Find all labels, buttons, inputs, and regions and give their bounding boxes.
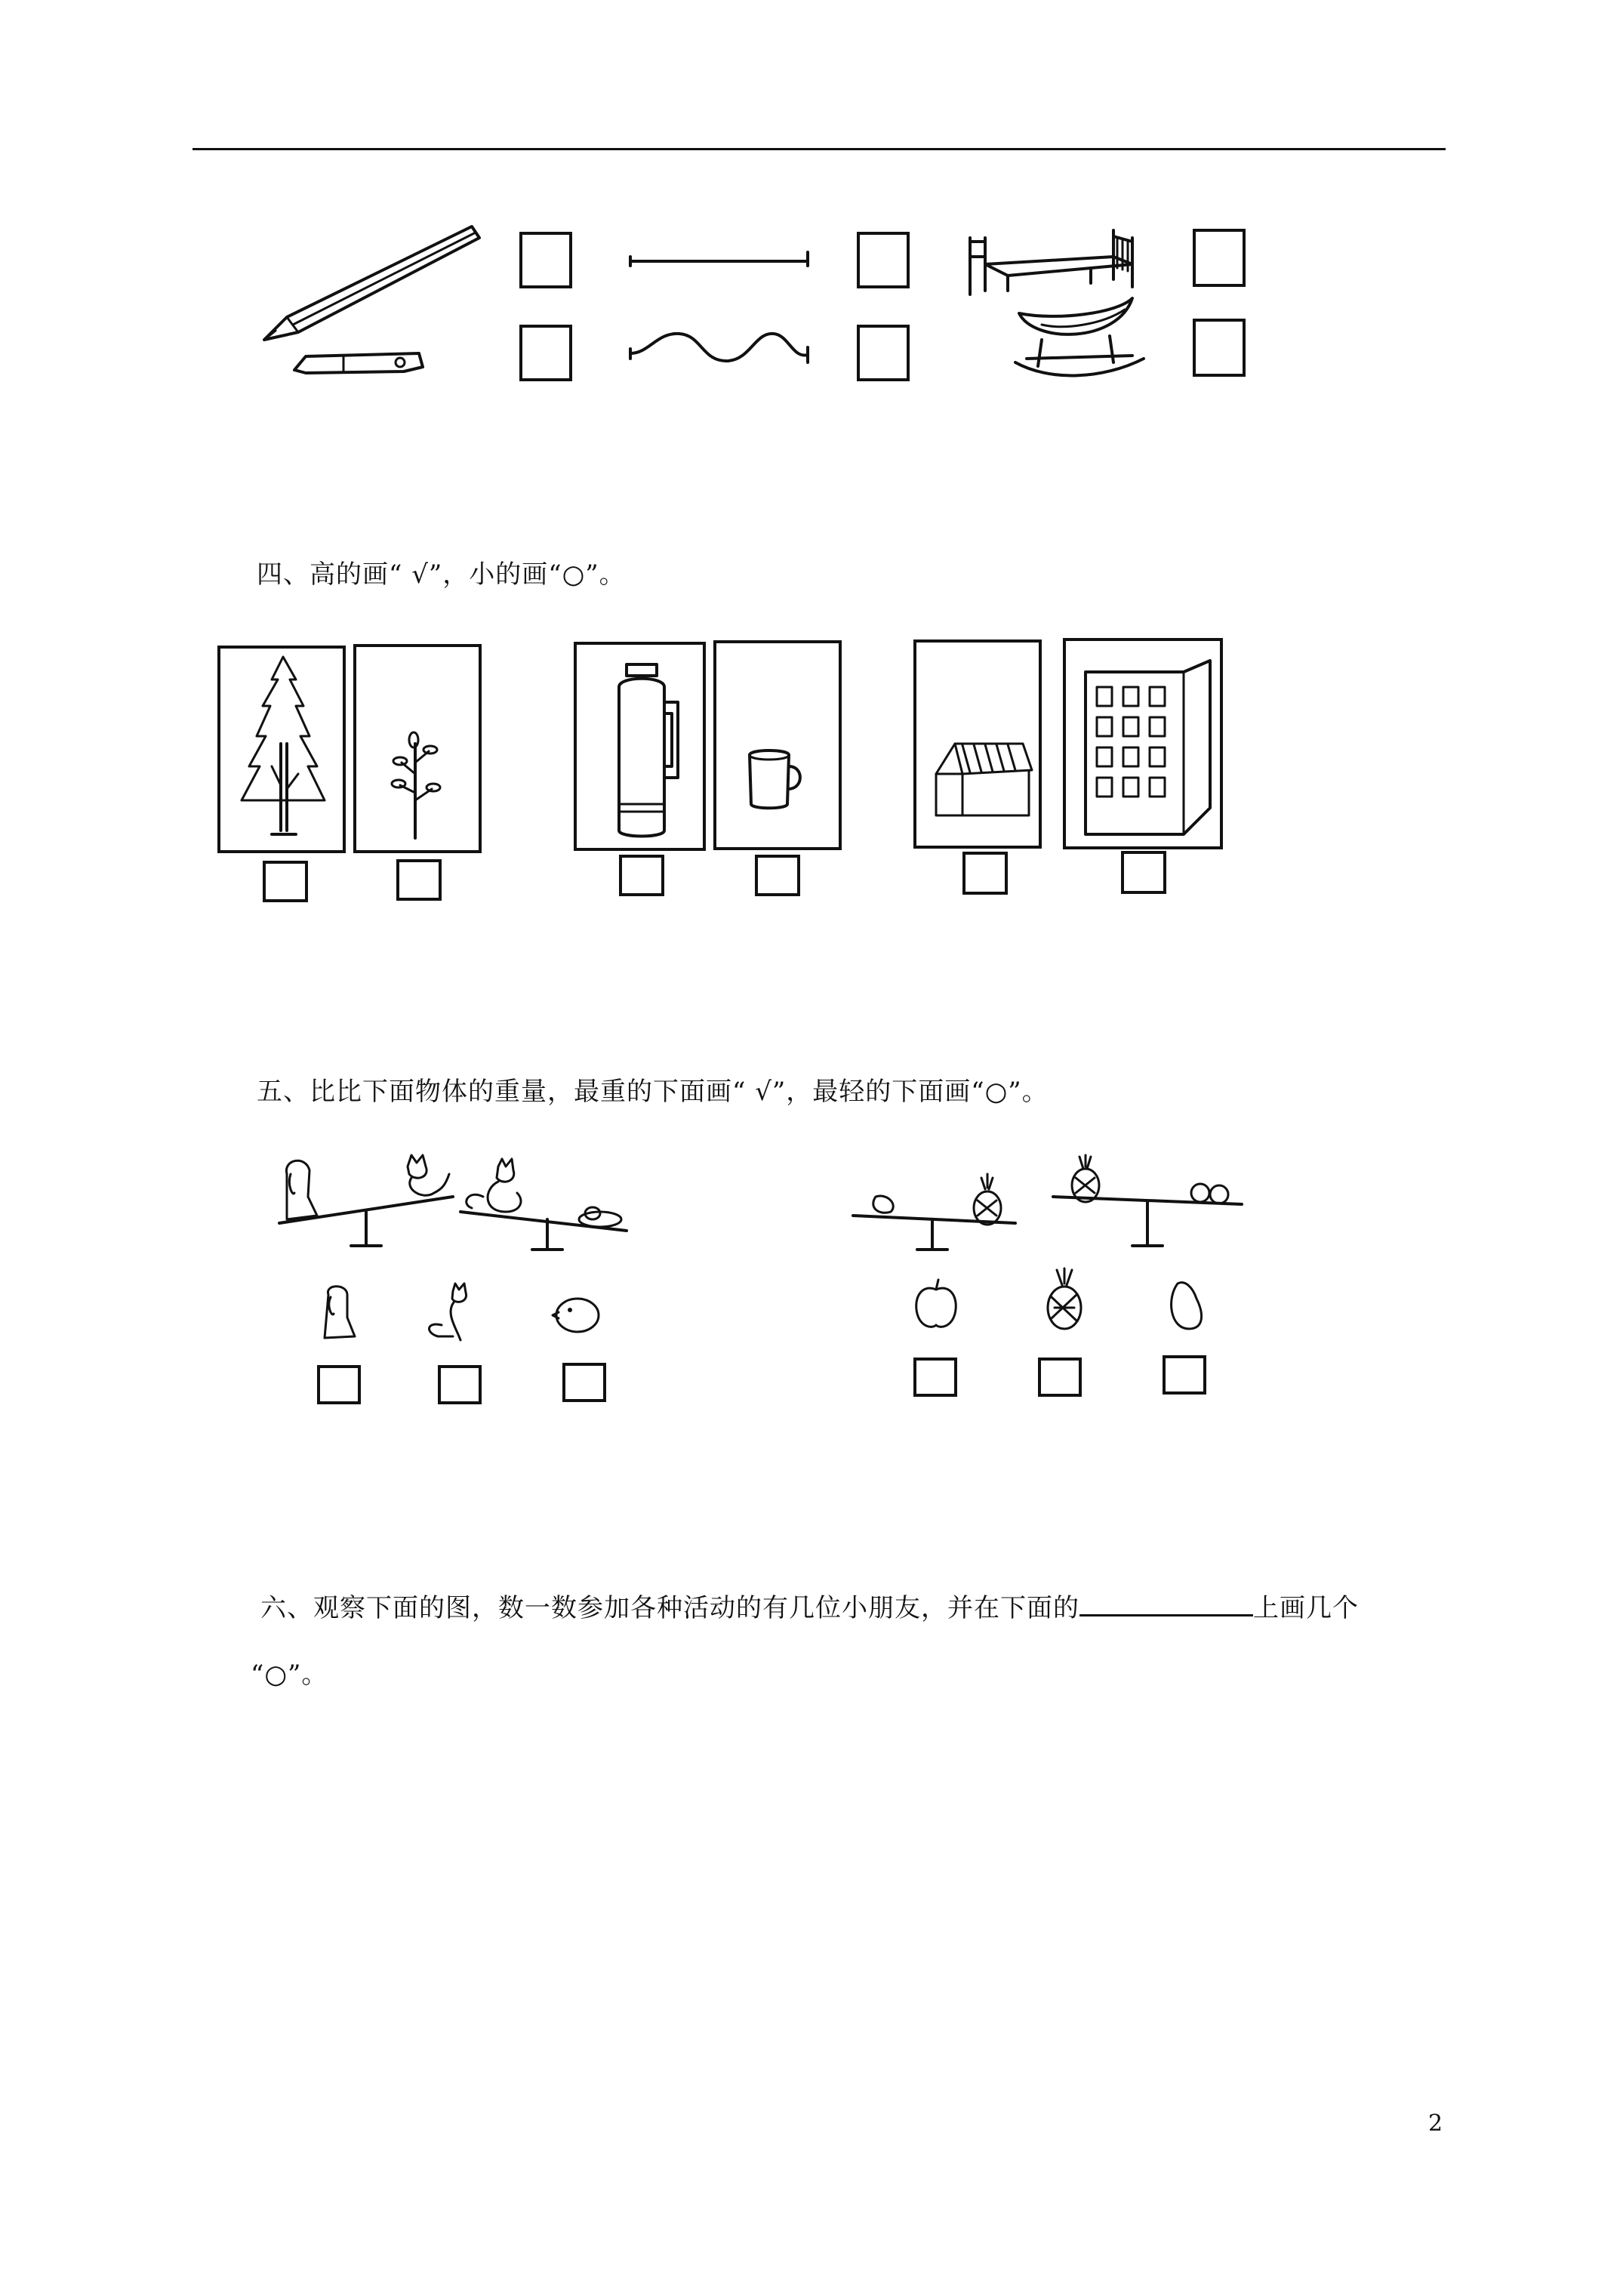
tall-tree-icon [226,653,340,849]
dog-cat-scale-icon [272,1151,460,1257]
wavy-line-icon [627,317,812,370]
question-6-text-after: 上画几个 [1253,1593,1359,1623]
question-6-text-before: 六、观察下面的图，数一数参加各种活动的有几位小朋友，并在下面的 [260,1593,1079,1623]
house-icon [932,736,1034,819]
long-pencil-icon [257,219,483,347]
question-6-line1 [260,1587,1359,1624]
pineapple-icon [1038,1268,1091,1333]
answer-box-long-pencil[interactable] [519,232,572,288]
pear-pineapple-scale-icon [845,1174,1027,1265]
question-5-heading: 五、比比下面物体的重量，最重的下面画“ √”，最轻的下面画“○”。 [257,1077,1049,1107]
cat-chick-scale-icon [453,1159,634,1257]
short-pencil-icon [291,349,427,379]
pear-icon [1163,1276,1208,1333]
pineapple-apple-scale-icon [1046,1155,1249,1261]
header-rule [192,148,1446,150]
answer-box-wavy-line[interactable] [857,325,910,381]
apple-icon [910,1276,962,1333]
answer-box-straight-line[interactable] [857,232,910,288]
answer-box-short-pencil[interactable] [519,325,572,381]
dog-icon [317,1284,362,1344]
answer-box-sapling[interactable] [396,859,442,901]
answer-box-house[interactable] [962,852,1008,895]
straight-line-icon [627,242,812,272]
question-6-line2: “○”。 [251,1660,328,1690]
answer-box-cat[interactable] [438,1365,482,1404]
answer-box-cup[interactable] [755,855,800,896]
chick-icon [551,1291,604,1336]
page-number: 2 [1428,2110,1443,2137]
answer-box-dog[interactable] [317,1365,361,1404]
cup-icon [744,747,812,812]
answer-box-building[interactable] [1121,851,1166,894]
picture-frame-cup [713,640,842,850]
answer-box-chick[interactable] [562,1363,606,1402]
question-4-heading: 四、高的画“ √”，小的画“○”。 [257,559,626,590]
cradle-icon [1012,283,1147,389]
building-icon [1070,657,1218,842]
thermos-icon [604,657,694,842]
answer-box-pineapple[interactable] [1038,1358,1082,1397]
answer-blank-line[interactable] [1079,1592,1253,1616]
answer-box-apple[interactable] [913,1358,957,1397]
answer-box-bed[interactable] [1193,229,1246,287]
sapling-icon [385,729,445,842]
answer-box-pear[interactable] [1163,1355,1206,1395]
answer-box-thermos[interactable] [619,855,664,896]
answer-box-cradle[interactable] [1193,319,1246,377]
answer-box-tall-tree[interactable] [263,861,308,902]
cat-icon [419,1284,487,1344]
